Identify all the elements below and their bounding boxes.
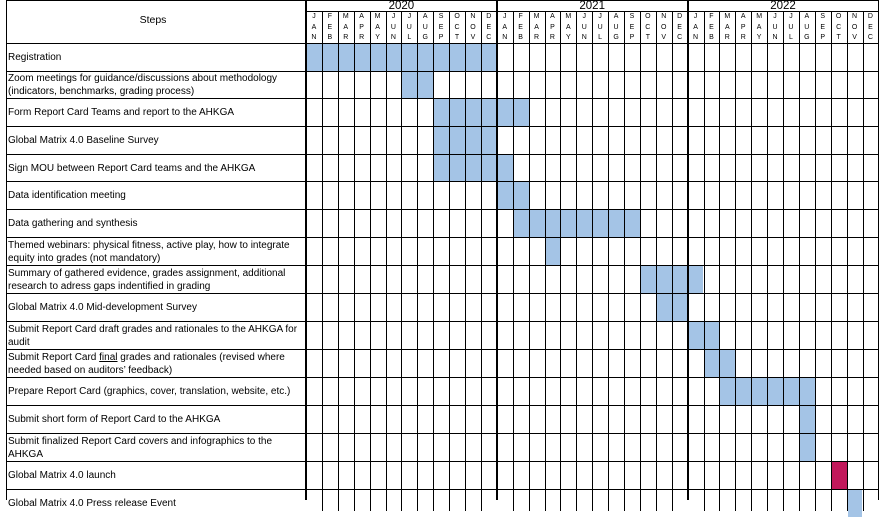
month-letter: P	[820, 34, 826, 41]
month-letter: D	[677, 13, 683, 20]
step-label-text: Submit short form of Report Card to the AHKGA	[8, 414, 221, 425]
month-letter: A	[343, 23, 349, 31]
month-letter: A	[566, 23, 571, 31]
month-letter: A	[422, 13, 428, 20]
step-label	[8, 462, 304, 489]
year-label: 2020	[388, 0, 415, 12]
month-letter: E	[709, 23, 714, 31]
label-part: grades and rationales (revised where needed based on auditors’ feedback)	[8, 351, 285, 376]
label-part: Submit Report Card	[8, 351, 100, 363]
step-label-text: Submit Report Card draft grades and rationales to the AHKGA for audit	[8, 323, 298, 348]
month-letter: A	[375, 23, 380, 31]
month-letter: O	[645, 13, 651, 20]
month-letter: T	[645, 34, 650, 41]
month-letter: A	[804, 13, 810, 20]
month-letter: E	[327, 23, 333, 31]
month-letter: S	[438, 13, 444, 20]
step-label-text: Global Matrix 4.0 Baseline Survey	[8, 135, 159, 146]
month-letter: O	[835, 13, 842, 20]
month-letter: Y	[375, 34, 380, 41]
step-label	[8, 72, 304, 98]
month-letter: A	[693, 23, 698, 31]
month-letter: L	[788, 34, 793, 41]
month-letter: A	[756, 23, 762, 31]
month-letter: U	[597, 23, 603, 31]
step-label	[8, 44, 304, 71]
month-letter: U	[613, 23, 619, 31]
month-letter: A	[550, 13, 555, 20]
month-letter: N	[470, 13, 476, 20]
month-letter: C	[867, 34, 873, 41]
month-letter: O	[454, 13, 460, 20]
month-letter: N	[772, 34, 778, 41]
month-letter: B	[518, 34, 523, 41]
month-letter: B	[327, 34, 333, 41]
month-letter: R	[740, 34, 746, 41]
month-letter: T	[836, 34, 841, 41]
step-label-text: Global Matrix 4.0 Mid-development Survey	[8, 302, 197, 313]
month-letter: E	[518, 23, 523, 31]
month-letter: J	[773, 13, 777, 20]
step-label	[8, 294, 304, 321]
step-label-text: Global Matrix 4.0 launch	[8, 470, 116, 481]
month-letter: P	[438, 34, 444, 41]
step-label	[8, 182, 304, 209]
emphasis-word: final	[99, 351, 118, 363]
month-letter: P	[550, 23, 555, 31]
month-letter: N	[311, 34, 317, 41]
month-letter: O	[851, 23, 858, 31]
month-letter: N	[502, 34, 508, 41]
step-label	[8, 210, 304, 237]
month-letter: E	[820, 23, 826, 31]
month-letter: O	[661, 23, 667, 31]
month-letter: U	[581, 23, 587, 31]
month-letter: V	[852, 34, 857, 41]
month-letter: M	[756, 13, 763, 20]
step-label-text: Zoom meetings for guidance/discussions about methodology (indicators, benchmarks, grading process)	[8, 73, 278, 97]
step-label-text: Themed webinars: physical fitness, active play, how to integrate equity into grades (not mandatory)	[8, 239, 290, 264]
month-letter: V	[661, 34, 667, 41]
month-letter: U	[422, 23, 428, 31]
month-letter: O	[470, 23, 476, 31]
step-label-text: Data gathering and synthesis	[8, 218, 138, 229]
month-letter: C	[645, 23, 651, 31]
month-letter: J	[693, 13, 698, 20]
month-letter: A	[740, 13, 746, 20]
step-label-text	[8, 351, 304, 377]
step-label-text: Sign MOU between Report Card teams and the AHKGA	[8, 162, 256, 174]
month-letter: G	[613, 34, 619, 41]
month-letter: M	[724, 13, 731, 20]
month-letter: A	[534, 23, 539, 31]
month-letter: L	[407, 34, 412, 41]
month-letter: R	[534, 34, 540, 41]
month-letter: F	[327, 13, 332, 20]
month-letter: V	[470, 34, 476, 41]
step-label-text: Form Report Card Teams and report to the AHKGA	[8, 107, 235, 118]
month-letter: N	[661, 13, 667, 20]
month-letter: J	[312, 13, 316, 20]
month-letter: B	[709, 34, 714, 41]
month-letter: S	[629, 13, 635, 20]
step-label	[8, 238, 304, 265]
month-letter: C	[836, 23, 842, 31]
step-label-text: Prepare Report Card (graphics, cover, translation, website, etc.)	[8, 386, 291, 397]
step-label	[8, 350, 304, 377]
month-letter: J	[391, 13, 396, 20]
month-letter: E	[438, 23, 444, 31]
month-letter: E	[629, 23, 635, 31]
month-letter: P	[629, 34, 635, 41]
month-letter: F	[518, 13, 523, 20]
month-letter: G	[422, 34, 428, 41]
month-letter: J	[582, 13, 586, 20]
month-letter: G	[804, 34, 810, 41]
step-label	[8, 266, 304, 293]
month-letter: M	[342, 13, 349, 20]
month-letter: J	[598, 13, 602, 20]
month-letter: C	[486, 34, 492, 41]
month-letter: N	[852, 13, 858, 20]
month-letter: P	[740, 23, 746, 31]
month-letter: N	[581, 34, 587, 41]
month-letter: A	[725, 23, 730, 31]
month-letter: E	[868, 23, 873, 31]
month-letter: U	[406, 23, 412, 31]
month-letter: U	[804, 23, 810, 31]
step-label-text: Global Matrix 4.0 Press release Event	[8, 498, 176, 509]
year-label: 2021	[579, 0, 605, 12]
month-letter: R	[724, 34, 730, 41]
month-letter: C	[677, 34, 683, 41]
step-label	[8, 155, 304, 181]
month-letter: U	[772, 23, 778, 31]
month-letter: A	[502, 23, 508, 31]
month-letter: S	[820, 13, 826, 20]
step-label	[8, 490, 304, 517]
month-letter: A	[613, 13, 619, 20]
step-label	[8, 406, 304, 433]
month-letter: R	[359, 34, 365, 41]
month-letter: R	[343, 34, 349, 41]
month-letter: N	[390, 34, 396, 41]
step-label-text: Registration	[8, 52, 62, 63]
step-label	[8, 99, 304, 126]
step-label-text: Summary of gathered evidence, grades assignment, additional research to adress gaps indentified in grading	[8, 267, 286, 292]
month-letter: J	[502, 13, 507, 20]
month-letter: E	[486, 23, 492, 31]
step-label-text: Submit finalized Report Card covers and infographics to the AHKGA	[8, 435, 273, 460]
month-letter: M	[374, 13, 381, 20]
month-letter: M	[533, 13, 540, 20]
month-letter: U	[390, 23, 396, 31]
step-label	[8, 127, 304, 154]
step-label	[8, 434, 304, 461]
month-letter: A	[359, 13, 364, 20]
step-label	[8, 378, 304, 405]
month-letter: R	[549, 34, 555, 41]
month-letter: D	[486, 13, 492, 20]
month-letter: E	[677, 23, 682, 31]
month-letter: Y	[756, 34, 762, 41]
month-letter: F	[709, 13, 714, 20]
steps-header: Steps	[139, 14, 167, 26]
month-letter: D	[867, 13, 873, 20]
month-letter: N	[693, 34, 699, 41]
month-letter: L	[598, 34, 603, 41]
month-letter: U	[788, 23, 794, 31]
month-letter: C	[454, 23, 460, 31]
month-letter: M	[565, 13, 572, 20]
month-letter: T	[454, 34, 460, 41]
month-letter: J	[407, 13, 412, 20]
month-letter: J	[789, 13, 793, 20]
month-letter: A	[311, 23, 317, 31]
step-label	[8, 322, 304, 349]
month-letter: Y	[566, 34, 571, 41]
year-label: 2022	[770, 0, 796, 12]
month-letter: P	[359, 23, 364, 31]
step-label-text: Data identification meeting	[8, 190, 126, 201]
